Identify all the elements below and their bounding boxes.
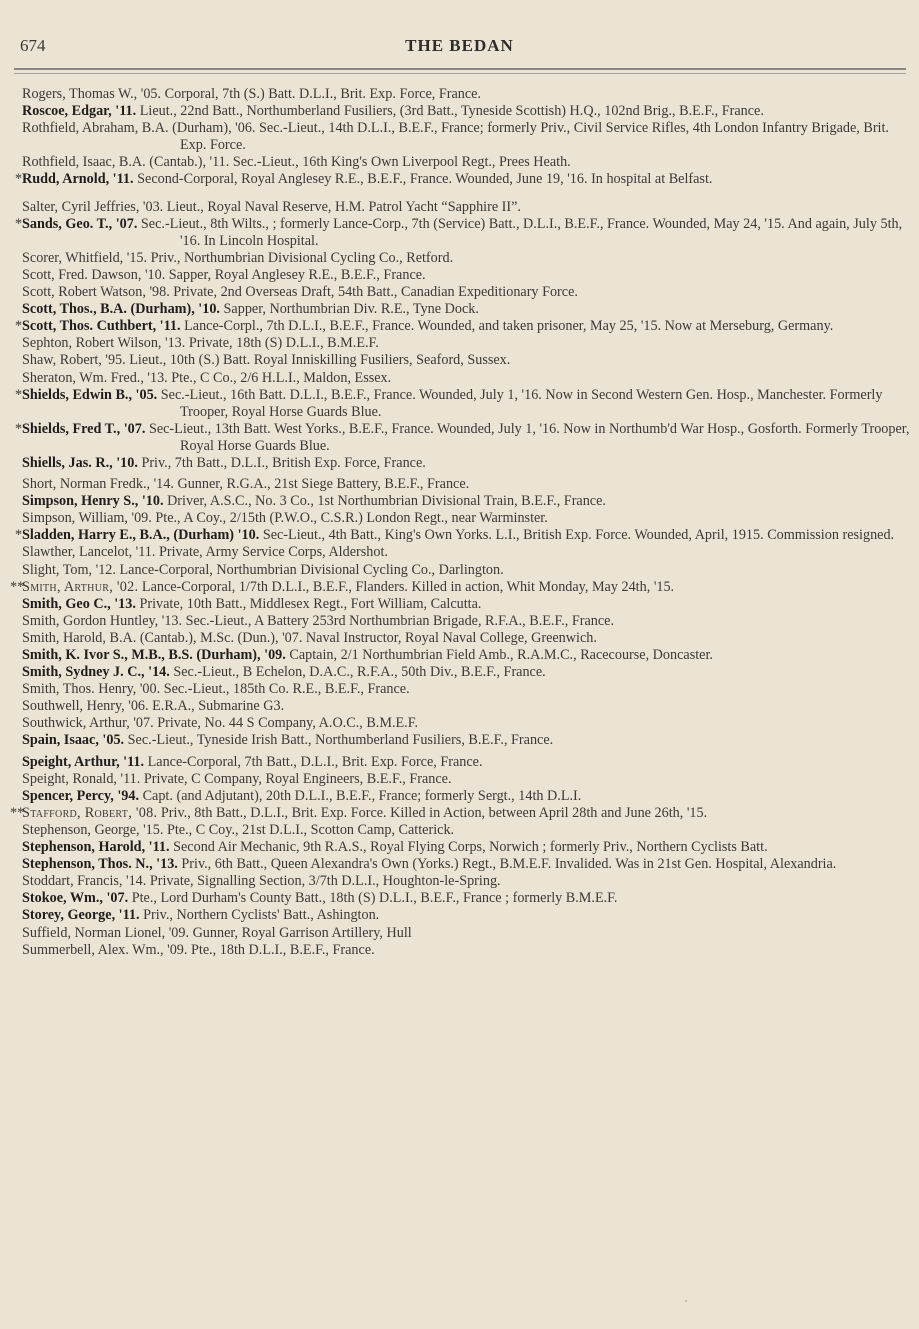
entry-service-details: E.R.A., Submarine G3. [152, 698, 285, 715]
entry-service-details: Sec.-Lieut., B Echelon, D.A.C., R.F.A., 50th Div., B.E.F., France. [173, 664, 546, 681]
list-item [22, 284, 914, 301]
list-item [15, 171, 914, 188]
list-item [22, 301, 914, 318]
entry-service-details: Sec.-Lieut., Tyneside Irish Batt., Northumberland Fusiliers, B.E.F., France. [127, 732, 554, 749]
header-rule-thin [14, 73, 906, 74]
entry-name: Summerbell, Alex. Wm., '09. [22, 941, 188, 958]
list-item [22, 370, 914, 387]
entry-service-details: Sec-Lieut., 13th Batt. West Yorks., B.E.F., France. Wounded, July 1, '16. Now in Northumb'd War Hosp., Gosforth. Formerly Trooper, Royal Horse Guards Blue. [148, 420, 910, 454]
roll-of-service-list [10, 86, 914, 959]
entry-name: Salter, Cyril Jeffries, '03. [22, 198, 164, 215]
entry-service-details: Lance-Corporal, 7th Batt., D.L.I., Brit. Exp. Force, France. [147, 753, 483, 770]
list-item [22, 335, 914, 352]
entry-name: Short, Norman Fredk., '14. [22, 476, 174, 493]
entry-service-details: Sec.-Lieut., 16th Batt. D.L.I., B.E.F., France. Wounded, July 1, '16. Now in Second Western Gen. Hosp., Manchester. Formerly Trooper, Royal Horse Guards Blue. [160, 386, 883, 420]
running-title: THE BEDAN [405, 36, 514, 55]
entry-name: Simpson, Henry S., '10. [22, 493, 164, 510]
entry-service-details: Pte., A Coy., 2/15th (P.W.O., C.S.R.) London Regt., near Warminster. [155, 510, 548, 527]
casualty-marker: * [15, 171, 23, 188]
entry-name: Stephenson, Thos. N., '13. [22, 856, 178, 873]
entry-name: Smith, Thos. Henry, '00. [22, 681, 161, 698]
list-item [22, 630, 914, 647]
casualty-marker: * [15, 420, 23, 437]
entry-name: Speight, Ronald, '11. [22, 770, 141, 787]
entry-service-details: Driver, A.S.C., No. 3 Co., 1st Northumbrian Divisional Train, B.E.F., France. [167, 493, 606, 510]
entry-name: Smith, Harold, B.A. (Cantab.), M.Sc. (Dun.), '07. [22, 629, 303, 646]
entry-service-details: Gunner, Royal Garrison Artillery, Hull [192, 924, 412, 941]
casualty-marker: * [15, 527, 23, 544]
list-item [22, 856, 914, 873]
list-item [22, 613, 914, 630]
list-item [22, 890, 914, 907]
entry-name: Shiells, Jas. R., '10. [22, 454, 138, 471]
list-item [22, 199, 914, 216]
entry-service-details: Sapper, Northumbrian Div. R.E., Tyne Dock. [223, 301, 479, 318]
list-item [22, 942, 914, 959]
entry-service-details: Priv., 6th Batt., Queen Alexandra's Own (Yorks.) Regt., B.M.E.F. Invalided. Was in 21st Gen. Hospital, Alexandria. [181, 856, 837, 873]
entry-name: Roscoe, Edgar, '11. [22, 103, 137, 120]
entry-service-details: Private, 2nd Overseas Draft, 54th Batt., Canadian Expeditionary Force. [173, 284, 578, 301]
entry-service-details: Priv., 8th Batt., D.L.I., Brit. Exp. Force. Killed in Action, between April 28th and June 26th, '15. [160, 804, 708, 821]
entry-service-details: Private, 10th Batt., Middlesex Regt., Fort William, Calcutta. [139, 595, 482, 612]
entry-name: Rothfield, Abraham, B.A. (Durham), '06. [22, 120, 256, 137]
list-item [15, 420, 914, 455]
entry-service-details: Sec.-Lieut., A Battery 253rd Northumbrian Brigade, R.F.A., B.E.F., France. [185, 612, 615, 629]
list-item [22, 907, 914, 924]
entry-service-details: Lance-Corporal, 1/7th D.L.I., B.E.F., Flanders. Killed in action, Whit Monday, May 24th, '15. [141, 578, 675, 595]
list-item [10, 578, 914, 596]
entry-service-details: Private, No. 44 S Company, A.O.C., B.M.E.F. [157, 715, 419, 732]
entry-name: Sephton, Robert Wilson, '13. [22, 335, 186, 352]
entry-name: Sladden, Harry E., B.A., (Durham) '10. [22, 527, 260, 544]
entry-service-details: Captain, 2/1 Northumbrian Field Amb., R.A.M.C., Racecourse, Doncaster. [289, 647, 713, 663]
entry-name: Stephenson, Harold, '11. [22, 839, 170, 856]
entry-name: Rudd, Arnold, '11. [22, 171, 134, 188]
entry-name: Smith, Sydney J. C., '14. [22, 664, 170, 681]
entry-service-details: Priv., 7th Batt., D.L.I., British Exp. Force, France. [141, 454, 426, 471]
entry-name: Stephenson, George, '15. [22, 821, 164, 838]
entry-name: Suffield, Norman Lionel, '09. [22, 924, 190, 941]
header-rule-thick [14, 68, 906, 70]
list-item [22, 455, 914, 472]
entry-name: Scott, Thos., B.A. (Durham), '10. [22, 301, 220, 318]
entry-service-details: Sec.-Lieut., 185th Co. R.E., B.E.F., France. [163, 681, 410, 698]
list-item [15, 386, 914, 421]
list-item [15, 318, 914, 335]
entry-name: Smith, K. Ivor S., M.B., B.S. (Durham), '09. [22, 647, 286, 663]
entry-service-details: Sec.-Lieut., 14th D.L.I., B.E.F., France; formerly Priv., Civil Service Rifles, 4th London Infantry Brigade, Brit. Exp. Force. [180, 120, 889, 154]
list-item [22, 596, 914, 613]
entry-service-details: Pte., 18th D.L.I., B.E.F., France. [190, 941, 375, 958]
list-item [22, 154, 914, 171]
entry-name: Scott, Fred. Dawson, '10. [22, 266, 166, 283]
entry-service-details: Priv., Northumbrian Divisional Cycling Co., Retford. [150, 249, 454, 266]
paper-speck [685, 1300, 687, 1302]
entry-name: Shields, Fred T., '07. [22, 420, 146, 437]
list-item [22, 664, 914, 681]
entry-name: Scott, Thos. Cuthbert, '11. [22, 318, 181, 335]
entry-service-details: Pte., Lord Durham's County Batt., 18th (S) D.L.I., B.E.F., France ; formerly B.M.E.F. [131, 890, 618, 907]
entry-service-details: Lieut., 22nd Batt., Northumberland Fusiliers, (3rd Batt., Tyneside Scottish) H.Q., 102nd Brig., B.E.F., France. [139, 103, 764, 120]
entry-name: Stokoe, Wm., '07. [22, 890, 129, 907]
entry-name: Shields, Edwin B., '05. [22, 386, 158, 403]
entry-service-details: Capt. (and Adjutant), 20th D.L.I., B.E.F., France; formerly Sergt., 14th D.L.I. [142, 787, 582, 804]
entry-name: Smith, Gordon Huntley, '13. [22, 612, 183, 629]
entry-name: Storey, George, '11. [22, 907, 140, 924]
list-item [22, 267, 914, 284]
entry-name: Southwell, Henry, '06. [22, 698, 149, 715]
list-item [22, 562, 914, 579]
entry-name: Rothfield, Isaac, B.A. (Cantab.), '11. [22, 154, 230, 171]
list-item [22, 873, 914, 890]
entry-service-details: Lance-Corpl., 7th D.L.I., B.E.F., France. Wounded, and taken prisoner, May 25, '15. Now at Merseburg, Germany. [184, 318, 834, 335]
entry-service-details: Lieut., 10th (S.) Batt. Royal Inniskilling Fusiliers, Seaford, Sussex. [129, 352, 511, 369]
entry-name: Speight, Arthur, '11. [22, 753, 145, 770]
list-item [22, 120, 914, 154]
list-item [22, 822, 914, 839]
entry-service-details: Second Air Mechanic, 9th R.A.S., Royal Flying Corps, Norwich ; formerly Priv., Northern Cyclists Batt. [173, 839, 768, 856]
entry-service-details: Sapper, Royal Anglesey R.E., B.E.F., France. [168, 266, 426, 283]
entry-name: Slight, Tom, '12. [22, 561, 116, 578]
list-item [22, 476, 914, 493]
page-header [0, 0, 919, 70]
entry-name: Stafford, Robert, '08. [22, 804, 158, 821]
entry-service-details: Private, Signalling Section, 3/7th D.L.I., Houghton-le-Spring. [149, 873, 501, 890]
entry-service-details: Lieut., Royal Naval Reserve, H.M. Patrol Yacht “Sapphire II”. [166, 198, 521, 215]
entry-service-details: Sec.-Lieut., 16th King's Own Liverpool Regt., Prees Heath. [232, 154, 571, 171]
list-item [10, 804, 914, 822]
list-item [22, 647, 914, 664]
list-item [22, 250, 914, 267]
list-item [22, 788, 914, 805]
entry-name: Scott, Robert Watson, '98. [22, 284, 170, 301]
list-item [22, 103, 914, 120]
entry-service-details: Naval Instructor, Royal Naval College, Greenwich. [305, 629, 597, 646]
list-item [22, 715, 914, 732]
entry-service-details: Private, Army Service Corps, Aldershot. [159, 544, 388, 561]
list-item [22, 86, 914, 103]
entry-service-details: Private, 18th (S) D.L.I., B.M.E.F. [188, 335, 379, 352]
list-item [22, 352, 914, 369]
entry-name: Sheraton, Wm. Fred., '13. [22, 369, 168, 386]
entry-service-details: Gunner, R.G.A., 21st Siege Battery, B.E.F., France. [177, 476, 470, 493]
entry-name: Smith, Arthur, '02. [22, 578, 139, 595]
entry-name: Spain, Isaac, '05. [22, 732, 125, 749]
list-item [22, 732, 914, 749]
casualty-marker: ** [10, 578, 25, 595]
entry-name: Stoddart, Francis, '14. [22, 873, 147, 890]
page-number: 674 [20, 36, 46, 55]
entry-name: Smith, Geo C., '13. [22, 595, 136, 612]
entry-service-details: Sec-Lieut., 4th Batt., King's Own Yorks. L.I., British Exp. Force. Wounded, April, 1915. Commission resigned. [262, 527, 895, 544]
list-item [22, 698, 914, 715]
list-item [22, 771, 914, 788]
entry-service-details: Pte., C Coy., 21st D.L.I., Scotton Camp, Catterick. [166, 821, 455, 838]
entry-name: Southwick, Arthur, '07. [22, 715, 154, 732]
entry-service-details: Lance-Corporal, Northumbrian Divisional Cycling Co., Darlington. [119, 561, 504, 578]
entry-name: Spencer, Percy, '94. [22, 787, 140, 804]
entry-name: Sands, Geo. T., '07. [22, 215, 138, 232]
casualty-marker: * [15, 386, 23, 403]
casualty-marker: * [15, 318, 23, 335]
entry-service-details: Pte., C Co., 2/6 H.L.I., Maldon, Essex. [171, 369, 392, 386]
list-item [22, 839, 914, 856]
entry-name: Scorer, Whitfield, '15. [22, 249, 148, 266]
list-item [22, 544, 914, 561]
entry-name: Slawther, Lancelot, '11. [22, 544, 156, 561]
entry-service-details: Private, C Company, Royal Engineers, B.E.F., France. [143, 770, 452, 787]
entry-service-details: Corporal, 7th (S.) Batt. D.L.I., Brit. Exp. Force, France. [164, 86, 482, 102]
list-item [15, 527, 914, 544]
list-item [22, 493, 914, 510]
list-item [22, 754, 914, 771]
list-item [22, 681, 914, 698]
entry-service-details: Sec.-Lieut., 8th Wilts., ; formerly Lance-Corp., 7th (Service) Batt., D.L.I., B.E.F., France. Wounded, May 24, '15. And again, July 5th, '16. In Lincoln Hospital. [140, 215, 903, 249]
entry-service-details: Priv., Northern Cyclists' Batt., Ashington. [143, 907, 380, 924]
entry-name: Shaw, Robert, '95. [22, 352, 126, 369]
list-item [22, 925, 914, 942]
entry-name: Rogers, Thomas W., '05. [22, 86, 162, 102]
entry-name: Simpson, William, '09. [22, 510, 152, 527]
entry-service-details: Second-Corporal, Royal Anglesey R.E., B.E.F., France. Wounded, June 19, '16. In hospital at Belfast. [137, 171, 713, 188]
list-item [22, 510, 914, 527]
casualty-marker: * [15, 215, 23, 232]
casualty-marker: ** [10, 804, 25, 821]
list-item [15, 215, 914, 250]
